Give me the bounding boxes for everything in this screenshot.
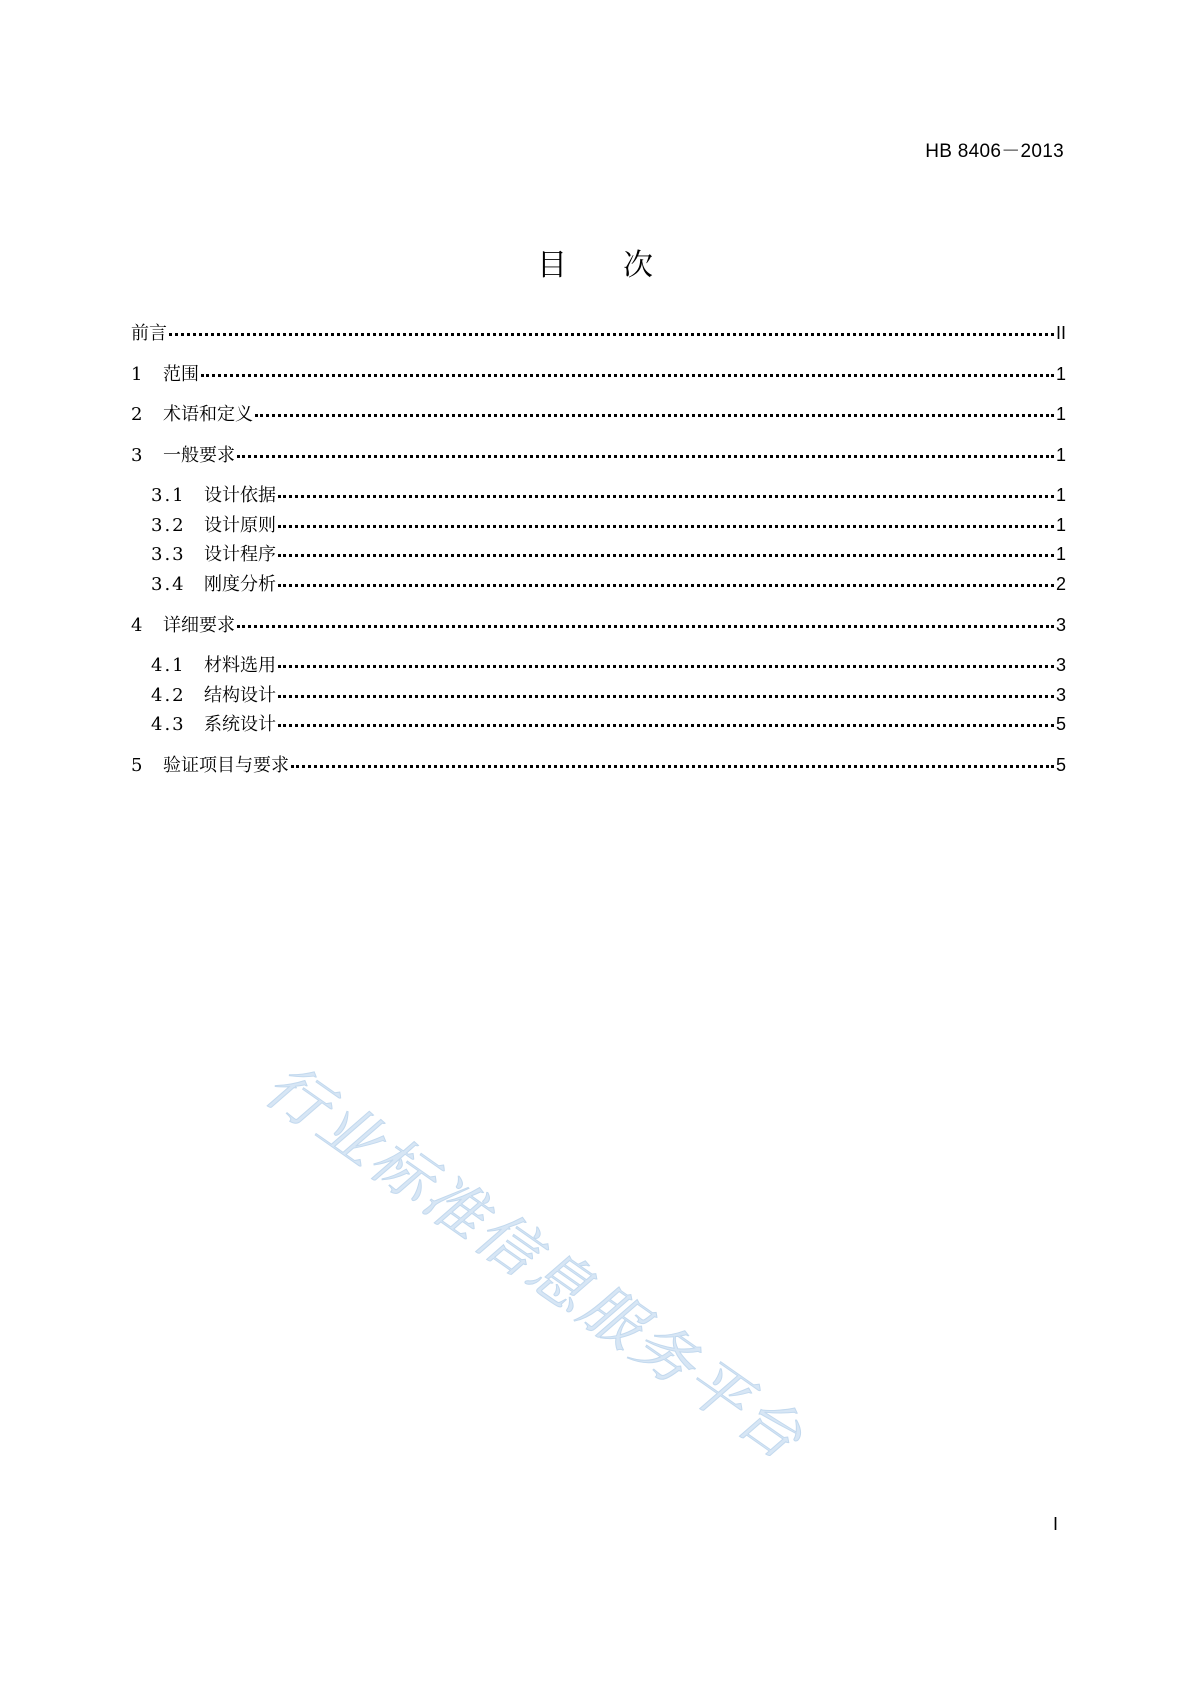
toc-entry-3-1[interactable] bbox=[151, 481, 1066, 507]
toc-entry-1[interactable] bbox=[131, 360, 1066, 386]
toc-entry-title: 验证项目与要求 bbox=[163, 755, 289, 776]
toc-entry-number: 3.2 bbox=[151, 515, 186, 536]
leader-dots bbox=[278, 525, 1054, 528]
toc-entry-title: 设计依据 bbox=[204, 485, 276, 506]
toc-entry-page: 3 bbox=[1055, 615, 1066, 635]
toc-entry-number: 3.4 bbox=[151, 574, 186, 595]
leader-dots bbox=[169, 333, 1054, 336]
toc-entry-title: 前言 bbox=[131, 323, 167, 344]
toc-entry-3-3[interactable] bbox=[151, 540, 1066, 566]
toc-entry-page: 1 bbox=[1055, 364, 1066, 384]
toc-entry-page: 2 bbox=[1055, 574, 1066, 594]
toc-entry-page: 1 bbox=[1055, 485, 1066, 505]
toc-entry-3[interactable] bbox=[131, 441, 1066, 467]
toc-entry-number: 4 bbox=[131, 615, 145, 636]
toc-entry-title: 设计原则 bbox=[204, 515, 276, 536]
page-number: I bbox=[1052, 1514, 1058, 1534]
toc-entry-title: 结构设计 bbox=[204, 685, 276, 706]
toc-entry-page: II bbox=[1055, 323, 1066, 343]
leader-dots bbox=[255, 414, 1054, 417]
standard-code: HB 8406－2013 bbox=[925, 141, 1064, 162]
toc-entry-preface[interactable] bbox=[131, 319, 1066, 345]
toc-entry-number: 4.1 bbox=[151, 655, 186, 676]
toc-entry-number: 3 bbox=[131, 445, 145, 466]
toc-entry-page: 5 bbox=[1055, 755, 1066, 775]
toc-entry-3-4[interactable] bbox=[151, 570, 1066, 596]
toc-entry-number: 1 bbox=[131, 364, 145, 385]
toc-entry-page: 1 bbox=[1055, 515, 1066, 535]
toc-entry-page: 1 bbox=[1055, 445, 1066, 465]
leader-dots bbox=[237, 625, 1054, 628]
toc-entry-title: 材料选用 bbox=[204, 655, 276, 676]
page-title bbox=[0, 240, 1190, 284]
toc-entry-page: 1 bbox=[1055, 544, 1066, 564]
toc-entry-4-3[interactable] bbox=[151, 710, 1066, 736]
toc-entry-title: 范围 bbox=[163, 364, 199, 385]
leader-dots bbox=[278, 665, 1054, 668]
toc-entry-2[interactable] bbox=[131, 400, 1066, 426]
leader-dots bbox=[278, 724, 1054, 727]
toc-entry-title: 一般要求 bbox=[163, 445, 235, 466]
watermark: 行业标准信息服务平台 bbox=[252, 1050, 817, 1476]
toc-entry-title: 刚度分析 bbox=[204, 574, 276, 595]
toc-entry-3-2[interactable] bbox=[151, 511, 1066, 537]
toc-entry-title: 设计程序 bbox=[204, 544, 276, 565]
leader-dots bbox=[278, 495, 1054, 498]
leader-dots bbox=[201, 374, 1054, 377]
leader-dots bbox=[278, 695, 1054, 698]
toc-entry-4[interactable] bbox=[131, 611, 1066, 637]
toc-entry-4-2[interactable] bbox=[151, 681, 1066, 707]
toc-entry-number: 4.3 bbox=[151, 714, 186, 735]
leader-dots bbox=[291, 765, 1054, 768]
toc-entry-number: 3.1 bbox=[151, 485, 186, 506]
title-char-2: 次 bbox=[623, 248, 653, 283]
toc-entry-page: 3 bbox=[1055, 685, 1066, 705]
toc-entry-4-1[interactable] bbox=[151, 651, 1066, 677]
toc-entry-number: 5 bbox=[131, 755, 145, 776]
leader-dots bbox=[278, 554, 1054, 557]
toc-entry-page: 1 bbox=[1055, 404, 1066, 424]
toc-entry-5[interactable] bbox=[131, 751, 1066, 777]
toc-entry-number: 3.3 bbox=[151, 544, 186, 565]
leader-dots bbox=[278, 584, 1054, 587]
toc-entry-page: 5 bbox=[1055, 714, 1066, 734]
title-char-1: 目 bbox=[537, 248, 567, 283]
toc-entry-title: 术语和定义 bbox=[163, 404, 253, 425]
toc-entry-title: 详细要求 bbox=[163, 615, 235, 636]
toc-entry-number: 4.2 bbox=[151, 685, 186, 706]
toc-entry-page: 3 bbox=[1055, 655, 1066, 675]
leader-dots bbox=[237, 455, 1054, 458]
toc-entry-number: 2 bbox=[131, 404, 145, 425]
toc-entry-title: 系统设计 bbox=[204, 714, 276, 735]
